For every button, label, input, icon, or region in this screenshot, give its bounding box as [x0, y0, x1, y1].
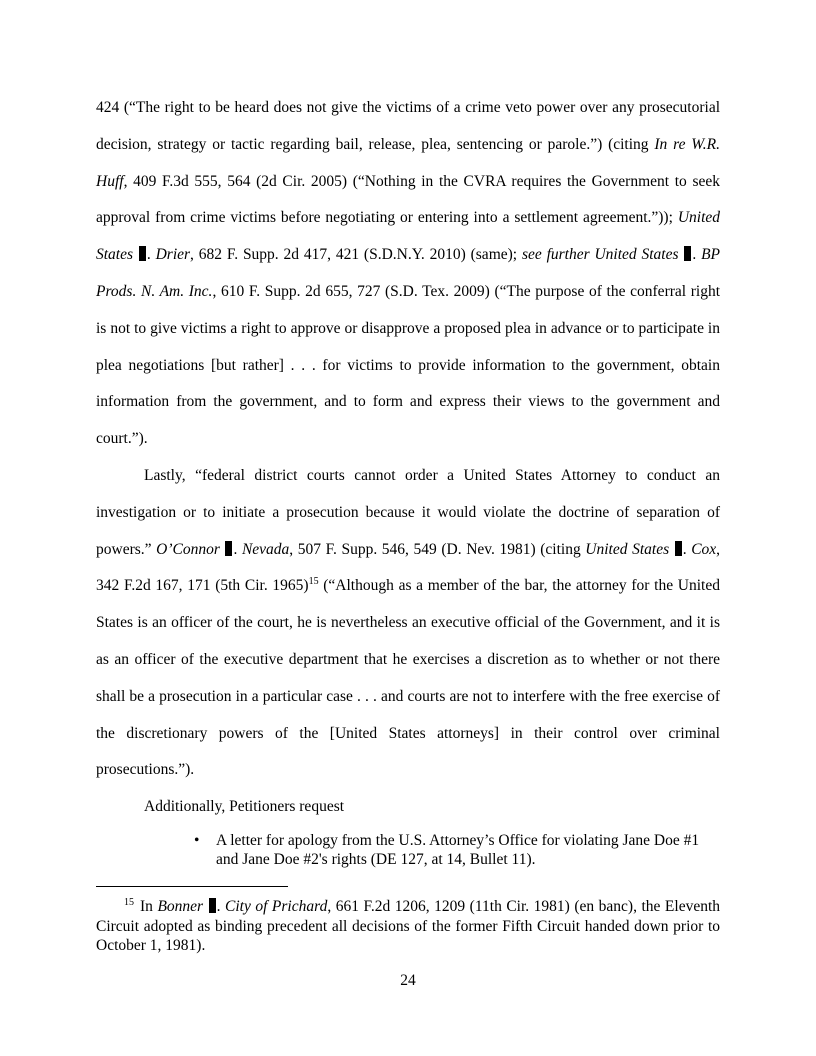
footnote-reference[interactable]: 15 [308, 576, 319, 588]
text-run: , 507 F. Supp. 546, 549 (D. Nev. 1981) (citing [289, 540, 586, 558]
text-run: (“Although as a member of the bar, the attorney for the United States is an officer of the court, he is nevertheless an executive official of the Government, and it is as an officer of the executive department that he exercises a discretion as to whether or not there shall be a prosecution in a particular case . . . and courts are not to interfere with the free exercise of the discretionary powers of the [United States attorneys] in their control over criminal prosecutions.”). [96, 577, 720, 779]
list-item-text: A letter for apology from the U.S. Attorney’s Office for violating Jane Doe #1 and Jane Doe #2's rights (DE 127, at 14, Bullet 11). [216, 832, 700, 868]
redaction-mark [684, 246, 691, 261]
page-number: 24 [400, 972, 416, 989]
case-name: City of Prichard [220, 898, 328, 915]
case-name: Bonner [157, 898, 204, 915]
footnote-number: 15 [124, 897, 134, 908]
bullet-icon: • [194, 832, 200, 849]
body-text [96, 90, 720, 826]
paragraph-lastly [96, 458, 720, 789]
case-name: United States [96, 209, 720, 264]
text-run: , 682 F. Supp. 2d 417, 421 (S.D.N.Y. 2010) (same); [190, 246, 522, 264]
text-run: . [146, 246, 151, 264]
paragraph-citations [96, 90, 720, 458]
redaction-mark [209, 898, 216, 913]
redaction-mark [675, 541, 682, 556]
footnote-15 [96, 897, 720, 956]
text-run: , 409 F.3d 555, 564 (2d Cir. 2005) (“Nothing in the CVRA requires the Government to seek approval from crime victims before negotiating or entering into a settlement agreement.”)); [96, 172, 720, 227]
text-run: , 610 F. Supp. 2d 655, 727 (S.D. Tex. 2009) (“The purpose of the conferral right is not to give victims a right to approve or disapprove a proposed plea in advance or to participate in plea negotiations [but rather] . . . for victims to provide information to the government, obtain information from the government, and to form and express their views to the government and court.”). [96, 282, 721, 448]
text-run: 424 (“The right to be heard does not give the victims of a crime veto power over any prosecutorial decision, strategy or tactic regarding bail, release, plea, sentencing or parole.”) (citing [96, 99, 720, 153]
text-run: In [140, 898, 158, 915]
case-name: Nevada [237, 540, 290, 558]
text-run: . [692, 246, 697, 264]
request-list [192, 831, 720, 869]
case-name: Cox [686, 540, 717, 558]
case-name: Drier [150, 246, 191, 264]
text-run: Lastly, “federal district courts cannot order a United States Attorney to conduct an investigation or to initiate a prosecution because it would violate the doctrine of separation of powers.” [96, 466, 720, 558]
paragraph-additionally: Additionally, Petitioners request [144, 798, 345, 816]
signal-case-name: see further United States [521, 246, 679, 264]
text-run: . [682, 540, 687, 558]
case-name: BP Prods. N. Am. Inc. [96, 246, 721, 300]
redaction-mark [225, 541, 232, 556]
text-run: . [216, 898, 221, 915]
footnote-separator [96, 886, 288, 887]
case-name: United States [585, 540, 670, 558]
text-run: , 342 F.2d 167, 171 (5th Cir. 1965) [96, 540, 721, 595]
list-item [192, 831, 720, 869]
case-name: In re W.R. Huff [96, 135, 720, 190]
case-name: O’Connor [156, 540, 220, 558]
text-run: , 661 F.2d 1206, 1209 (11th Cir. 1981) (en banc), the Eleventh Circuit adopted as binding precedent all decisions of the former Fifth Circuit handed down prior to October 1, 1981). [96, 898, 721, 954]
redaction-mark [139, 246, 146, 261]
text-run: . [233, 540, 238, 558]
